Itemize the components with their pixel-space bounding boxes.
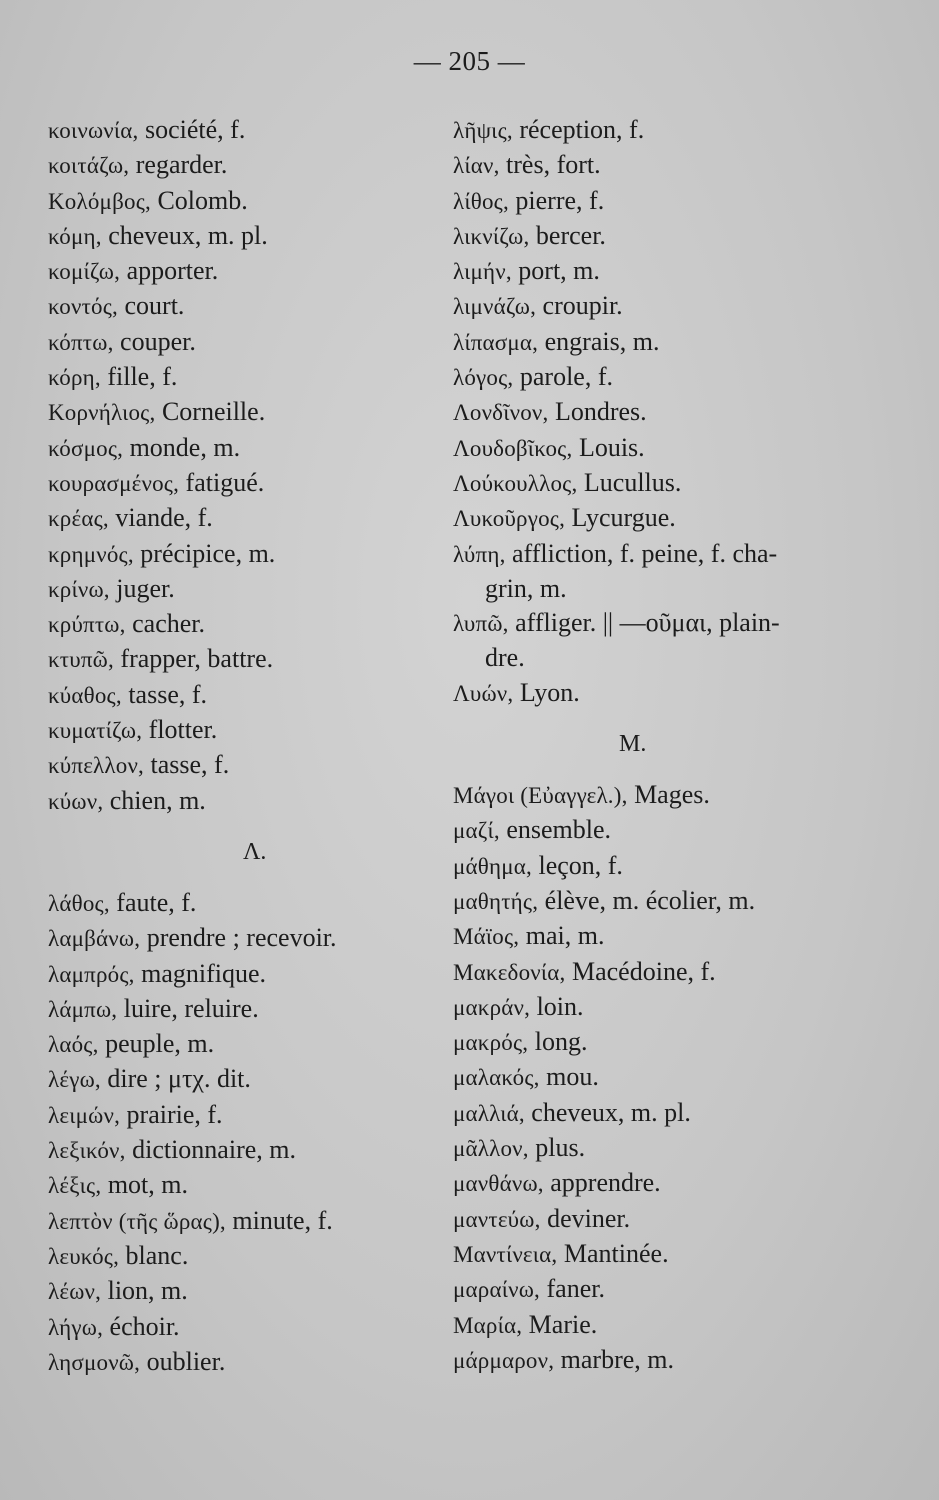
greek-headword: Λυών, [453, 680, 514, 706]
french-definition: Lyon. [513, 677, 580, 707]
dictionary-entry [48, 254, 448, 289]
french-definition: apprendre. [543, 1168, 661, 1198]
greek-headword: λειμών, [48, 1102, 121, 1128]
entry-continuation [453, 641, 893, 675]
greek-headword: λάμπω, [48, 996, 118, 1022]
greek-headword: λαμπρός, [48, 961, 135, 987]
french-definition: dire ; μτχ. dit. [100, 1064, 251, 1094]
french-definition: Macédoine, f. [565, 956, 716, 986]
greek-headword: μακράν, [453, 994, 531, 1020]
dictionary-entry [48, 289, 448, 324]
greek-headword: μανθάνω, [453, 1171, 544, 1197]
left-group-k [48, 113, 448, 819]
french-definition: pierre, f. [508, 185, 605, 215]
dictionary-entry [453, 1025, 893, 1060]
greek-headword: λαμβάνω, [48, 926, 141, 952]
french-definition: société, f. [138, 115, 246, 144]
greek-headword: Κορνήλιος, [48, 400, 156, 426]
section-heading-mu: Μ. [619, 731, 647, 758]
greek-headword: μαζί, [453, 818, 500, 844]
dictionary-entry [453, 325, 893, 360]
french-definition: bercer. [529, 220, 606, 250]
french-definition: mot, m. [101, 1170, 188, 1200]
greek-headword: κοιτάζω, [48, 153, 130, 179]
french-definition: échoir. [103, 1311, 180, 1341]
dictionary-entry [48, 360, 448, 395]
dictionary-entry [453, 431, 893, 466]
french-definition: faner. [540, 1274, 605, 1304]
greek-headword: λικνίζω, [453, 223, 530, 249]
dictionary-entry [48, 1062, 448, 1097]
greek-headword: λέξις, [48, 1173, 102, 1199]
dictionary-entry [453, 778, 893, 813]
french-definition: très, fort. [499, 150, 601, 180]
dictionary-entry [453, 1308, 893, 1343]
dictionary-entry [453, 1060, 893, 1095]
dictionary-entry [453, 395, 893, 430]
greek-headword: λάθος, [48, 890, 110, 916]
french-definition: leçon, f. [531, 850, 623, 880]
dictionary-entry [48, 1168, 448, 1203]
dictionary-entry [48, 921, 448, 956]
dictionary-entry [453, 1343, 893, 1378]
greek-headword: μᾶλλον, [453, 1136, 529, 1162]
dictionary-entry [453, 884, 893, 919]
dictionary-entry [48, 607, 448, 642]
dictionary-entry [48, 1098, 448, 1133]
french-definition: Mages. [627, 780, 710, 810]
french-definition: fatigué. [179, 467, 265, 497]
french-definition: couper. [113, 326, 196, 356]
entry-continuation [453, 572, 893, 606]
greek-headword: λεπτὸν (τῆς ὥρας), [48, 1208, 226, 1234]
french-definition: tasse, f. [121, 679, 208, 709]
french-definition: peuple, m. [98, 1029, 215, 1059]
greek-headword: μαλλιά, [453, 1100, 525, 1126]
dictionary-entry [453, 990, 893, 1025]
french-definition: fille, f. [100, 362, 178, 392]
right-group-m [453, 778, 893, 1378]
left-column [48, 113, 448, 1380]
french-definition: précipice, m. [133, 538, 276, 568]
dictionary-entry [453, 1166, 893, 1201]
dictionary-entry [48, 678, 448, 713]
french-definition: frapper, battre. [113, 644, 274, 674]
greek-headword: μαθητής, [453, 888, 539, 914]
section-heading-lambda: Λ. [243, 838, 267, 865]
greek-headword: μάρμαρον, [453, 1347, 555, 1373]
french-definition: croupir. [536, 291, 623, 321]
greek-headword: μαντεύω, [453, 1206, 541, 1232]
greek-headword: λαός, [48, 1032, 99, 1058]
french-definition: prairie, f. [120, 1099, 223, 1129]
dictionary-entry [48, 1310, 448, 1345]
dictionary-entry [453, 466, 893, 501]
greek-headword: Μαρία, [453, 1312, 523, 1338]
dictionary-entry [453, 148, 893, 183]
french-definition: dre. [485, 643, 525, 673]
dictionary-entry [453, 813, 893, 848]
greek-headword: Κολόμβος, [48, 188, 151, 214]
dictionary-entry [453, 955, 893, 990]
dictionary-entry [453, 849, 893, 884]
french-definition: ensemble. [499, 815, 612, 845]
french-definition: viande, f. [108, 503, 213, 533]
dictionary-entry [48, 642, 448, 677]
dictionary-entry [48, 395, 448, 430]
dictionary-entry [453, 919, 893, 954]
greek-headword: κρημνός, [48, 541, 134, 567]
french-definition: Marie. [522, 1309, 598, 1339]
page-number: — 205 — [413, 46, 526, 76]
greek-headword: κύαθος, [48, 682, 122, 708]
french-definition: loin. [530, 991, 584, 1021]
dictionary-entry [453, 219, 893, 254]
dictionary-entry [48, 501, 448, 536]
greek-headword: κύπελλον, [48, 753, 145, 779]
greek-headword: κρίνω, [48, 576, 110, 602]
greek-headword: μαραίνω, [453, 1277, 540, 1303]
french-definition: minute, f. [225, 1205, 333, 1235]
dictionary-entry [453, 1202, 893, 1237]
french-definition: parole, f. [513, 362, 613, 392]
dictionary-entry [48, 325, 448, 360]
dictionary-entry [453, 1237, 893, 1272]
french-definition: mai, m. [519, 921, 605, 951]
french-definition: Londres. [548, 397, 647, 427]
greek-headword: λευκός, [48, 1243, 120, 1269]
dictionary-entry [48, 572, 448, 607]
greek-headword: λέγω, [48, 1067, 101, 1093]
dictionary-entry [48, 957, 448, 992]
dictionary-entry [48, 466, 448, 501]
dictionary-entry [48, 537, 448, 572]
greek-headword: λησμονῶ, [48, 1349, 141, 1375]
french-definition: port, m. [511, 256, 600, 286]
dictionary-entry [453, 1096, 893, 1131]
french-definition: engrais, m. [538, 326, 660, 356]
french-definition: apporter. [120, 256, 219, 286]
dictionary-entry [453, 1131, 893, 1166]
french-definition: Lycurgue. [565, 503, 676, 533]
greek-headword: μάθημα, [453, 853, 532, 879]
french-definition: prendre ; recevoir. [140, 923, 337, 953]
greek-headword: λέων, [48, 1279, 102, 1305]
french-definition: monde, m. [123, 432, 241, 462]
greek-headword: Μάγοι (Εὐαγγελ.), [453, 783, 628, 809]
french-definition: cacher. [125, 609, 205, 639]
left-group-l [48, 886, 448, 1380]
french-definition: cheveux, m. pl. [524, 1097, 691, 1127]
greek-headword: λιμήν, [453, 259, 512, 285]
greek-headword: κόσμος, [48, 435, 124, 461]
french-definition: flotter. [142, 715, 218, 745]
french-definition: oublier. [140, 1346, 226, 1376]
french-definition: réception, f. [512, 115, 645, 144]
greek-headword: λίθος, [453, 188, 509, 214]
dictionary-entry [453, 606, 893, 641]
french-definition: mou. [539, 1062, 599, 1092]
dictionary-entry [48, 1345, 448, 1380]
dictionary-entry [48, 992, 448, 1027]
right-column [453, 113, 893, 1378]
greek-headword: κτυπῶ, [48, 647, 114, 673]
dictionary-entry [48, 1027, 448, 1062]
dictionary-entry [453, 501, 893, 536]
french-definition: tasse, f. [144, 750, 230, 780]
greek-headword: κοντός, [48, 294, 118, 320]
dictionary-entry [48, 1133, 448, 1168]
dictionary-entry [48, 431, 448, 466]
greek-headword: κοινωνία, [48, 118, 139, 143]
french-definition: Louis. [572, 432, 645, 462]
dictionary-entry [453, 360, 893, 395]
right-group-l [453, 113, 893, 711]
greek-headword: Μακεδονία, [453, 959, 566, 985]
french-definition: affliger. || —οῦμαι, plain- [508, 608, 780, 638]
greek-headword: μαλακός, [453, 1065, 540, 1091]
french-definition: cheveux, m. pl. [101, 220, 268, 250]
dictionary-entry [48, 148, 448, 183]
french-definition: dictionnaire, m. [125, 1135, 296, 1165]
greek-headword: κρύπτω, [48, 612, 126, 638]
greek-headword: κομίζω, [48, 259, 121, 285]
dictionary-entry [48, 184, 448, 219]
dictionary-entry [48, 784, 448, 819]
dictionary-entry [453, 1272, 893, 1307]
greek-headword: Μάϊος, [453, 924, 520, 950]
french-definition: deviner. [540, 1203, 631, 1233]
dictionary-entry [453, 184, 893, 219]
greek-headword: κυματίζω, [48, 718, 143, 744]
greek-headword: κύων, [48, 788, 104, 814]
dictionary-entry [48, 886, 448, 921]
greek-headword: Λυκοῦργος, [453, 506, 566, 532]
greek-headword: λήγω, [48, 1314, 104, 1340]
greek-headword: λυπῶ, [453, 611, 509, 637]
greek-headword: Λουδοβῖκος, [453, 435, 573, 461]
dictionary-entry [453, 289, 893, 324]
greek-headword: μακρός, [453, 1030, 529, 1056]
dictionary-entry [453, 254, 893, 289]
french-definition: magnifique. [134, 958, 267, 988]
dictionary-entry [48, 748, 448, 783]
greek-headword: λόγος, [453, 365, 514, 391]
french-definition: regarder. [129, 150, 228, 180]
greek-headword: κουρασμένος, [48, 470, 180, 496]
french-definition: Corneille. [155, 397, 266, 427]
french-definition: grin, m. [485, 573, 567, 603]
greek-headword: κόπτω, [48, 329, 114, 355]
french-definition: court. [118, 291, 185, 321]
greek-headword: λιμνάζω, [453, 294, 537, 320]
french-definition: juger. [109, 573, 175, 603]
dictionary-entry [453, 113, 893, 148]
greek-headword: κρέας, [48, 506, 109, 532]
french-definition: Mantinée. [557, 1238, 669, 1268]
dictionary-entry [48, 1204, 448, 1239]
french-definition: élève, m. écolier, m. [538, 885, 756, 915]
greek-headword: λίαν, [453, 153, 500, 179]
greek-headword: λίπασμα, [453, 329, 539, 355]
dictionary-entry [453, 537, 893, 572]
french-definition: affliction, f. peine, f. cha- [505, 538, 778, 568]
dictionary-entry [48, 1239, 448, 1274]
french-definition: chien, m. [103, 785, 206, 815]
dictionary-entry [48, 113, 448, 148]
greek-headword: Λούκουλλος, [453, 470, 578, 496]
greek-headword: λεξικόν, [48, 1138, 126, 1164]
french-definition: Colomb. [150, 185, 248, 215]
greek-headword: Λονδῖνον, [453, 400, 549, 426]
french-definition: luire, reluire. [117, 993, 259, 1023]
french-definition: Lucullus. [577, 467, 682, 497]
greek-headword: λύπη, [453, 541, 506, 567]
greek-headword: λῆψις, [453, 118, 513, 143]
french-definition: marbre, m. [554, 1344, 675, 1374]
french-definition: faute, f. [109, 887, 197, 917]
dictionary-entry [453, 676, 893, 711]
greek-headword: Μαντίνεια, [453, 1241, 558, 1267]
greek-headword: κόμη, [48, 223, 102, 249]
french-definition: blanc. [119, 1240, 189, 1270]
french-definition: plus. [528, 1133, 586, 1163]
french-definition: lion, m. [101, 1276, 188, 1306]
dictionary-entry [48, 219, 448, 254]
french-definition: long. [528, 1027, 588, 1057]
greek-headword: κόρη, [48, 365, 101, 391]
dictionary-entry [48, 713, 448, 748]
dictionary-entry [48, 1274, 448, 1309]
